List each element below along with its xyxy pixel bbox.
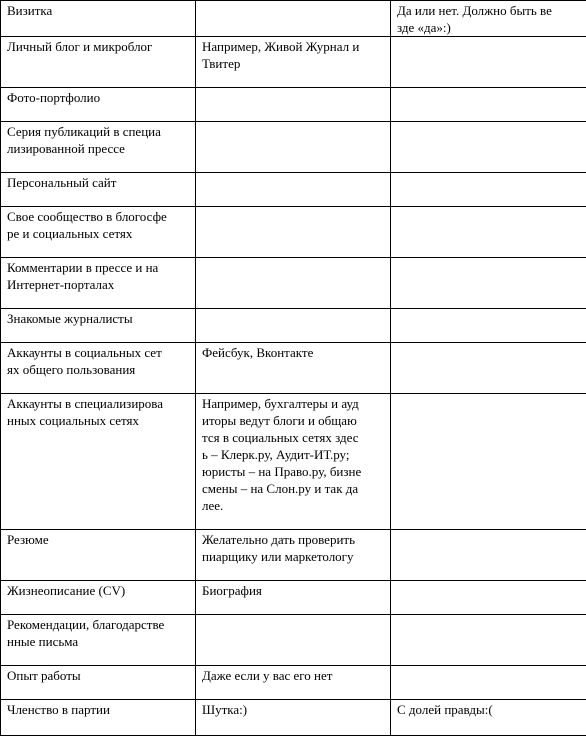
table-row [1, 207, 586, 258]
table-row [1, 258, 586, 309]
item-cell: Аккаунты в социальных сет ях общего пользования [1, 343, 196, 394]
item-cell: Опыт работы [1, 666, 196, 700]
answer-cell [391, 343, 586, 394]
note-cell [196, 122, 391, 173]
item-cell: Членство в партии [1, 700, 196, 736]
note-cell: Желательно дать проверить пиарщику или маркетологу [196, 530, 391, 581]
table-row [1, 530, 586, 581]
table-row [1, 615, 586, 666]
item-cell: Знакомые журналисты [1, 309, 196, 343]
table-header-row [1, 1, 586, 37]
note-cell: Даже если у вас его нет [196, 666, 391, 700]
item-cell: Персональный сайт [1, 173, 196, 207]
item-cell: Рекомендации, благодарстве нные письма [1, 615, 196, 666]
note-cell: Например, бухгалтеры и ауд иторы ведут блоги и общаю тся в социальных сетях здес ь – Клерк.ру, Аудит-ИТ.ру; юристы – на Право.ру, бизне смены – на Слон.ру и так да лее. [196, 394, 391, 530]
note-cell: Биография [196, 581, 391, 615]
note-cell: Шутка:) [196, 700, 391, 736]
table-row [1, 37, 586, 88]
note-cell [196, 173, 391, 207]
item-cell: Аккаунты в специализирова нных социальных сетях [1, 394, 196, 530]
note-cell [196, 258, 391, 309]
table-row [1, 666, 586, 700]
answer-cell [391, 37, 586, 88]
table-row [1, 173, 586, 207]
note-cell [196, 207, 391, 258]
item-cell: Свое сообщество в блогосфе ре и социальных сетях [1, 207, 196, 258]
table-row [1, 122, 586, 173]
item-cell: Фото-портфолио [1, 88, 196, 122]
item-cell: Жизнеописание (CV) [1, 581, 196, 615]
answer-cell [391, 615, 586, 666]
table-row [1, 343, 586, 394]
answer-cell [391, 309, 586, 343]
item-cell: Серия публикаций в специа лизированной прессе [1, 122, 196, 173]
answer-cell [391, 394, 586, 530]
table-row [1, 88, 586, 122]
header-cell-note [196, 1, 391, 37]
table-row [1, 394, 586, 530]
answer-cell [391, 173, 586, 207]
table-row [1, 581, 586, 615]
item-cell: Резюме [1, 530, 196, 581]
table-row [1, 700, 586, 736]
note-cell: Например, Живой Журнал и Твитер [196, 37, 391, 88]
note-cell [196, 88, 391, 122]
item-cell: Комментарии в прессе и на Интернет-порталах [1, 258, 196, 309]
note-cell [196, 615, 391, 666]
answer-cell [391, 122, 586, 173]
answer-cell [391, 207, 586, 258]
answer-cell: С долей правды:( [391, 700, 586, 736]
note-cell: Фейсбук, Вконтакте [196, 343, 391, 394]
answer-cell [391, 258, 586, 309]
item-cell: Личный блог и микроблог [1, 37, 196, 88]
header-cell-answer: Да или нет. Должно быть ве зде «да»:) [391, 1, 586, 37]
answer-cell [391, 530, 586, 581]
answer-cell [391, 666, 586, 700]
note-cell [196, 309, 391, 343]
answer-cell [391, 581, 586, 615]
table-row [1, 309, 586, 343]
header-cell-item: Визитка [1, 1, 196, 37]
answer-cell [391, 88, 586, 122]
